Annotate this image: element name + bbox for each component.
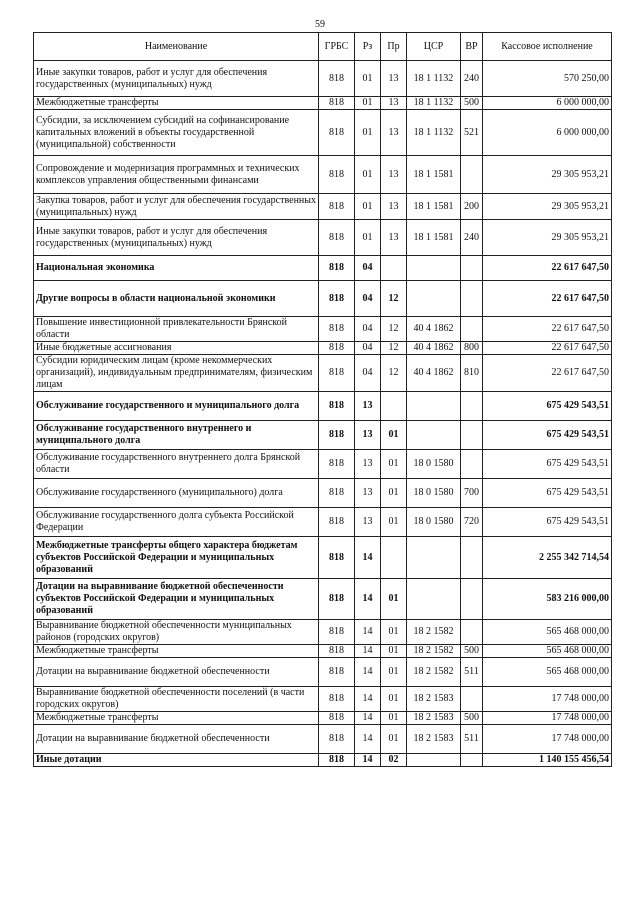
row-pr: 12	[381, 317, 407, 342]
row-vr	[461, 317, 483, 342]
row-pr: 01	[381, 645, 407, 658]
row-pr: 13	[381, 194, 407, 220]
row-grbs: 818	[319, 658, 355, 687]
row-csr: 18 1 1132	[407, 110, 461, 156]
row-amount: 17 748 000,00	[483, 712, 612, 725]
row-amount: 565 468 000,00	[483, 620, 612, 645]
row-amount: 565 468 000,00	[483, 658, 612, 687]
row-csr: 18 1 1581	[407, 220, 461, 256]
row-rz: 01	[355, 97, 381, 110]
row-name: Обслуживание государственного внутреннего и муниципального долга	[34, 421, 319, 450]
row-pr: 12	[381, 281, 407, 317]
row-vr: 700	[461, 479, 483, 508]
table-row	[34, 220, 612, 256]
header-name: Наименование	[34, 33, 319, 61]
row-amount: 675 429 543,51	[483, 508, 612, 537]
row-vr	[461, 392, 483, 421]
row-csr: 18 0 1580	[407, 508, 461, 537]
row-grbs: 818	[319, 194, 355, 220]
row-grbs: 818	[319, 392, 355, 421]
row-rz: 13	[355, 421, 381, 450]
row-amount: 675 429 543,51	[483, 392, 612, 421]
row-csr: 18 2 1582	[407, 658, 461, 687]
page-number: 59	[315, 19, 325, 30]
row-name: Межбюджетные трансферты общего характера бюджетам субъектов Российской Федерации и муниципальных образований	[34, 537, 319, 579]
row-rz: 01	[355, 110, 381, 156]
row-name: Другие вопросы в области национальной экономики	[34, 281, 319, 317]
row-amount: 29 305 953,21	[483, 156, 612, 194]
row-amount: 1 140 155 456,54	[483, 754, 612, 767]
row-grbs: 818	[319, 687, 355, 712]
row-rz: 04	[355, 317, 381, 342]
row-csr	[407, 754, 461, 767]
table-row	[34, 712, 612, 725]
row-grbs: 818	[319, 725, 355, 754]
row-amount: 29 305 953,21	[483, 220, 612, 256]
row-vr	[461, 579, 483, 620]
row-name: Иные дотации	[34, 754, 319, 767]
row-pr: 01	[381, 725, 407, 754]
row-grbs: 818	[319, 754, 355, 767]
row-rz: 14	[355, 658, 381, 687]
row-csr: 18 0 1580	[407, 479, 461, 508]
row-vr	[461, 754, 483, 767]
row-csr	[407, 421, 461, 450]
row-csr	[407, 256, 461, 281]
row-name: Иные закупки товаров, работ и услуг для обеспечения государственных (муниципальных) нужд	[34, 61, 319, 97]
row-pr: 13	[381, 156, 407, 194]
row-vr: 511	[461, 725, 483, 754]
row-name: Субсидии юридическим лицам (кроме некоммерческих организаций), индивидуальным предпринимателям, физическим лицам	[34, 355, 319, 392]
row-pr: 01	[381, 421, 407, 450]
row-name: Субсидии, за исключением субсидий на софинансирование капитальных вложений в объекты государственной (муниципальной) собственности	[34, 110, 319, 156]
row-name: Иные бюджетные ассигнования	[34, 342, 319, 355]
row-pr	[381, 537, 407, 579]
row-rz: 14	[355, 754, 381, 767]
row-vr: 720	[461, 508, 483, 537]
row-vr	[461, 421, 483, 450]
table-row	[34, 725, 612, 754]
row-vr	[461, 281, 483, 317]
row-name: Обслуживание государственного внутреннего долга Брянской области	[34, 450, 319, 479]
row-amount: 675 429 543,51	[483, 479, 612, 508]
row-amount: 565 468 000,00	[483, 645, 612, 658]
row-rz: 01	[355, 156, 381, 194]
table-row	[34, 317, 612, 342]
row-rz: 01	[355, 220, 381, 256]
row-csr: 40 4 1862	[407, 355, 461, 392]
row-rz: 01	[355, 194, 381, 220]
row-amount: 2 255 342 714,54	[483, 537, 612, 579]
row-name: Закупка товаров, работ и услуг для обеспечения государственных (муниципальных) нужд	[34, 194, 319, 220]
row-vr: 200	[461, 194, 483, 220]
row-pr: 01	[381, 687, 407, 712]
row-rz: 14	[355, 687, 381, 712]
row-vr	[461, 620, 483, 645]
row-pr: 01	[381, 579, 407, 620]
row-csr: 18 1 1132	[407, 61, 461, 97]
row-pr	[381, 256, 407, 281]
row-vr: 521	[461, 110, 483, 156]
row-name: Межбюджетные трансферты	[34, 645, 319, 658]
row-pr: 01	[381, 658, 407, 687]
table-row	[34, 342, 612, 355]
row-csr: 18 2 1583	[407, 712, 461, 725]
row-grbs: 818	[319, 421, 355, 450]
row-amount: 22 617 647,50	[483, 355, 612, 392]
table-row	[34, 194, 612, 220]
table-row	[34, 508, 612, 537]
row-pr: 13	[381, 97, 407, 110]
row-vr	[461, 687, 483, 712]
row-amount: 6 000 000,00	[483, 97, 612, 110]
row-csr: 40 4 1862	[407, 317, 461, 342]
row-csr	[407, 392, 461, 421]
row-grbs: 818	[319, 156, 355, 194]
header-amount: Кассовое исполнение	[483, 33, 612, 61]
table-row	[34, 620, 612, 645]
row-pr	[381, 392, 407, 421]
row-vr: 240	[461, 220, 483, 256]
row-rz: 14	[355, 620, 381, 645]
row-name: Обслуживание государственного долга субъекта Российской Федерации	[34, 508, 319, 537]
row-csr: 18 2 1583	[407, 687, 461, 712]
row-rz: 01	[355, 61, 381, 97]
row-pr: 01	[381, 479, 407, 508]
table-row	[34, 392, 612, 421]
row-grbs: 818	[319, 645, 355, 658]
row-pr: 12	[381, 342, 407, 355]
row-rz: 04	[355, 342, 381, 355]
row-amount: 675 429 543,51	[483, 421, 612, 450]
row-vr	[461, 537, 483, 579]
row-csr: 18 2 1582	[407, 620, 461, 645]
header-rz: Рз	[355, 33, 381, 61]
row-amount: 570 250,00	[483, 61, 612, 97]
row-name: Иные закупки товаров, работ и услуг для обеспечения государственных (муниципальных) нужд	[34, 220, 319, 256]
row-rz: 13	[355, 450, 381, 479]
budget-table	[33, 32, 612, 767]
row-rz: 14	[355, 725, 381, 754]
row-rz: 04	[355, 256, 381, 281]
row-name: Дотации на выравнивание бюджетной обеспеченности	[34, 725, 319, 754]
row-rz: 04	[355, 281, 381, 317]
row-grbs: 818	[319, 97, 355, 110]
header-grbs: ГРБС	[319, 33, 355, 61]
table-row	[34, 97, 612, 110]
header-pr: Пр	[381, 33, 407, 61]
table-row	[34, 156, 612, 194]
row-grbs: 818	[319, 110, 355, 156]
row-pr: 13	[381, 110, 407, 156]
row-amount: 17 748 000,00	[483, 687, 612, 712]
row-name: Выравнивание бюджетной обеспеченности поселений (в части городских округов)	[34, 687, 319, 712]
row-csr: 40 4 1862	[407, 342, 461, 355]
row-rz: 14	[355, 712, 381, 725]
row-pr: 01	[381, 712, 407, 725]
row-grbs: 818	[319, 342, 355, 355]
row-name: Межбюджетные трансферты	[34, 712, 319, 725]
table-row	[34, 61, 612, 97]
row-pr: 13	[381, 61, 407, 97]
header-row	[34, 33, 612, 61]
row-grbs: 818	[319, 537, 355, 579]
table-row	[34, 658, 612, 687]
row-vr: 240	[461, 61, 483, 97]
table-row	[34, 110, 612, 156]
table-row	[34, 645, 612, 658]
row-amount: 22 617 647,50	[483, 281, 612, 317]
row-pr: 02	[381, 754, 407, 767]
row-grbs: 818	[319, 508, 355, 537]
row-amount: 17 748 000,00	[483, 725, 612, 754]
row-grbs: 818	[319, 61, 355, 97]
row-grbs: 818	[319, 317, 355, 342]
header-csr: ЦСР	[407, 33, 461, 61]
row-vr	[461, 450, 483, 479]
row-amount: 22 617 647,50	[483, 256, 612, 281]
table-row	[34, 479, 612, 508]
row-grbs: 818	[319, 220, 355, 256]
row-grbs: 818	[319, 256, 355, 281]
row-grbs: 818	[319, 579, 355, 620]
row-grbs: 818	[319, 479, 355, 508]
row-name: Обслуживание государственного и муниципального долга	[34, 392, 319, 421]
row-amount: 675 429 543,51	[483, 450, 612, 479]
row-amount: 29 305 953,21	[483, 194, 612, 220]
row-pr: 12	[381, 355, 407, 392]
row-csr: 18 0 1580	[407, 450, 461, 479]
row-csr	[407, 537, 461, 579]
table-row	[34, 421, 612, 450]
table-row	[34, 754, 612, 767]
row-pr: 01	[381, 450, 407, 479]
row-grbs: 818	[319, 450, 355, 479]
row-name: Выравнивание бюджетной обеспеченности муниципальных районов (городских округов)	[34, 620, 319, 645]
row-csr: 18 1 1581	[407, 194, 461, 220]
row-grbs: 818	[319, 281, 355, 317]
row-grbs: 818	[319, 712, 355, 725]
row-csr: 18 2 1583	[407, 725, 461, 754]
row-rz: 14	[355, 537, 381, 579]
row-rz: 13	[355, 508, 381, 537]
table-body	[34, 61, 612, 767]
row-csr: 18 1 1132	[407, 97, 461, 110]
row-pr: 01	[381, 620, 407, 645]
row-amount: 583 216 000,00	[483, 579, 612, 620]
row-name: Межбюджетные трансферты	[34, 97, 319, 110]
row-grbs: 818	[319, 355, 355, 392]
table-row	[34, 281, 612, 317]
table-row	[34, 256, 612, 281]
row-name: Дотации на выравнивание бюджетной обеспеченности субъектов Российской Федерации и муниципальных образований	[34, 579, 319, 620]
row-rz: 14	[355, 579, 381, 620]
row-name: Национальная экономика	[34, 256, 319, 281]
row-csr: 18 1 1581	[407, 156, 461, 194]
row-name: Повышение инвестиционной привлекательности Брянской области	[34, 317, 319, 342]
row-name: Обслуживание государственного (муниципального) долга	[34, 479, 319, 508]
row-amount: 22 617 647,50	[483, 342, 612, 355]
row-csr	[407, 579, 461, 620]
table-row	[34, 355, 612, 392]
row-vr: 810	[461, 355, 483, 392]
row-grbs: 818	[319, 620, 355, 645]
row-name: Сопровождение и модернизация программных и технических комплексов управления общественными финансами	[34, 156, 319, 194]
row-pr: 13	[381, 220, 407, 256]
row-vr: 500	[461, 712, 483, 725]
row-amount: 6 000 000,00	[483, 110, 612, 156]
table-row	[34, 687, 612, 712]
row-vr	[461, 156, 483, 194]
row-rz: 13	[355, 479, 381, 508]
row-amount: 22 617 647,50	[483, 317, 612, 342]
row-vr: 500	[461, 645, 483, 658]
row-name: Дотации на выравнивание бюджетной обеспеченности	[34, 658, 319, 687]
row-rz: 04	[355, 355, 381, 392]
header-vr: ВР	[461, 33, 483, 61]
row-pr: 01	[381, 508, 407, 537]
row-vr: 500	[461, 97, 483, 110]
row-csr: 18 2 1582	[407, 645, 461, 658]
row-vr: 511	[461, 658, 483, 687]
row-csr	[407, 281, 461, 317]
table-row	[34, 537, 612, 579]
table-row	[34, 579, 612, 620]
row-rz: 14	[355, 645, 381, 658]
row-rz: 13	[355, 392, 381, 421]
row-vr: 800	[461, 342, 483, 355]
row-vr	[461, 256, 483, 281]
table-row	[34, 450, 612, 479]
